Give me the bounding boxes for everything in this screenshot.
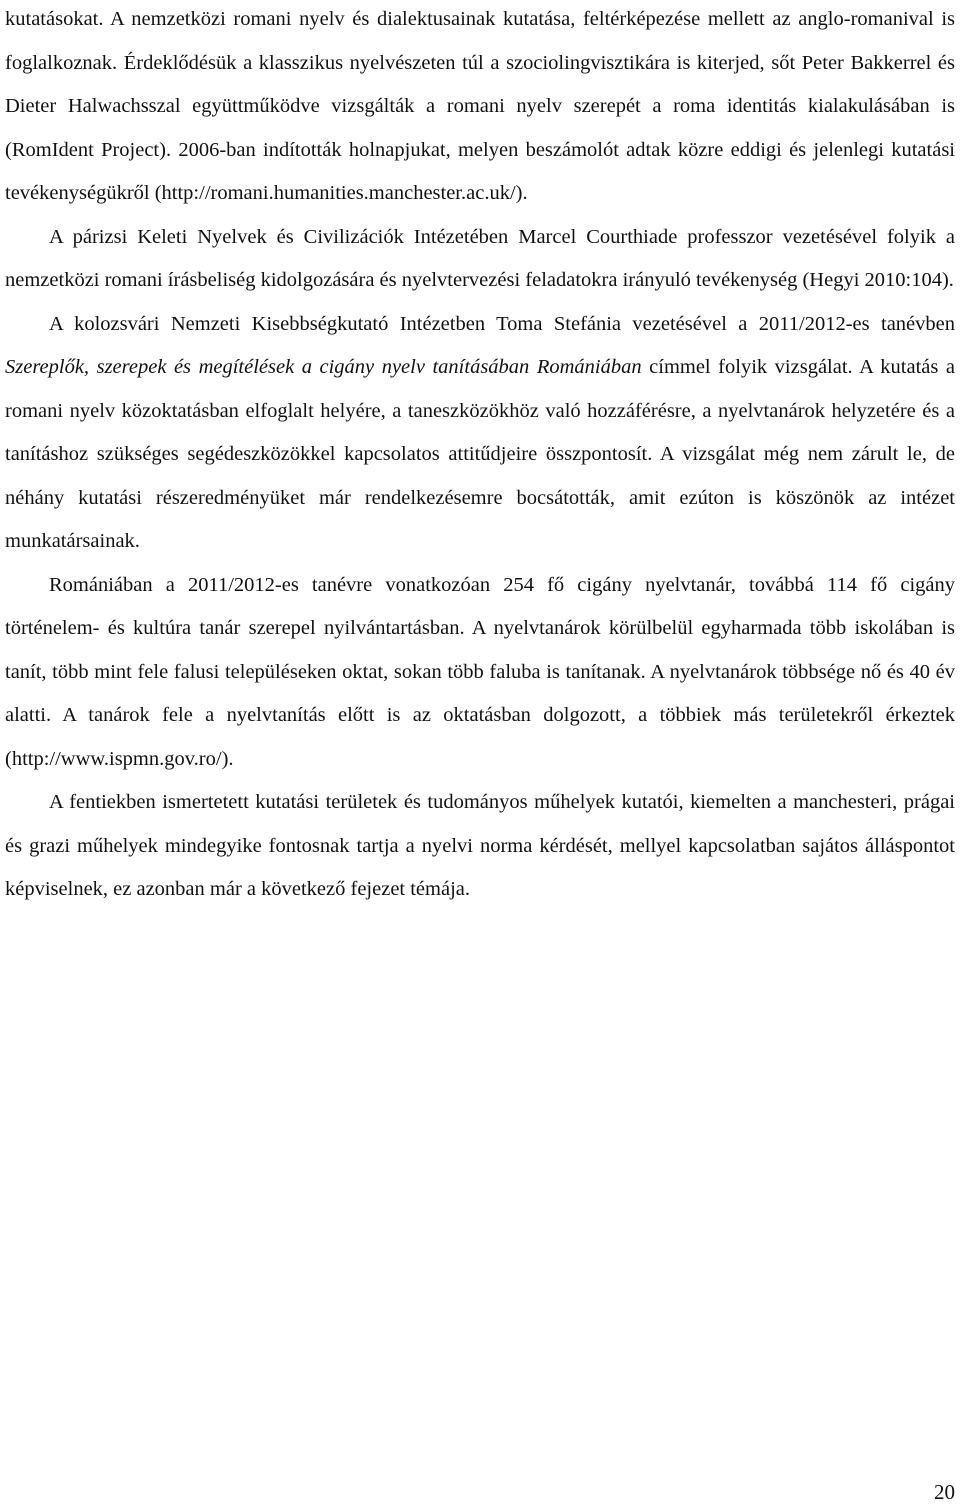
study-title-italic: Szereplők, szerepek és megítélések a cigány nyelv tanításában Romániában	[5, 356, 642, 378]
paragraph-3-text-b: címmel folyik vizsgálat. A kutatás a romani nyelv közoktatásban elfoglalt helyére, a taneszközökhöz való hozzáférésre, a nyelvtanárok helyzetére és a tanításhoz szükséges segédeszközökkel kapcsolatos attitűdjeire összpontosít. A vizsgálat még nem zárult le, de néhány kutatási részeredményüket már rendelkezésemre bocsátották, amit ezúton is köszönök az intézet munkatársainak.	[5, 356, 955, 552]
document-page	[5, 0, 955, 912]
paragraph-5-text: A fentiekben ismertetett kutatási területek és tudományos műhelyek kutatói, kiemelten a manchesteri, prágai és grazi műhelyek mindegyike fontosnak tartja a nyelvi norma kérdését, mellyel kapcsolatban sajátos álláspontot képviselnek, ez azonban már a következő fejezet témája.	[5, 791, 955, 900]
paragraph-2	[5, 216, 955, 303]
paragraph-4-text: Romániában a 2011/2012-es tanévre vonatkozóan 254 fő cigány nyelvtanár, továbbá 114 fő cigány történelem- és kultúra tanár szerepel nyilvántartásban. A nyelvtanárok körülbelül egyharmada több iskolában is tanít, több mint fele falusi településeken oktat, sokan több faluba is tanítanak. A nyelvtanárok többsége nő és 40 év alatti. A tanárok fele a nyelvtanítás előtt is az oktatásban dolgozott, a többiek más területekről érkeztek (http://www.ispmn.gov.ro/).	[5, 573, 955, 770]
paragraph-5	[5, 781, 955, 912]
paragraph-3-text-a: A kolozsvári Nemzeti Kisebbségkutató Intézetben Toma Stefánia vezetésével a 2011/2012-es tanévben	[49, 312, 955, 335]
paragraph-3	[5, 303, 955, 564]
paragraph-2-text: A párizsi Keleti Nyelvek és Civilizációk Intézetében Marcel Courthiade professzor vezetésével folyik a nemzetközi romani írásbeliség kidolgozására és nyelvtervezési feladatokra irányuló tevékenység (Hegyi 2010:104).	[5, 225, 955, 291]
page-number: 20	[934, 1480, 955, 1504]
paragraph-1	[5, 0, 955, 216]
paragraph-4	[5, 564, 955, 782]
paragraph-1-text: kutatásokat. A nemzetközi romani nyelv és dialektusainak kutatása, feltérképezése mellett az anglo-romanival is foglalkoznak. Érdeklődésük a klasszikus nyelvészeten túl a szociolingvisztikára is kiterjed, sőt Peter Bakkerrel és Dieter Halwachsszal együttműködve vizsgálták a romani nyelv szerepét a roma identitás kialakulásában is (RomIdent Project). 2006-ban indították holnapjukat, melyen beszámolót adtak közre eddigi és jelenlegi kutatási tevékenységükről (http://romani.humanities.manchester.ac.uk/).	[5, 8, 955, 204]
